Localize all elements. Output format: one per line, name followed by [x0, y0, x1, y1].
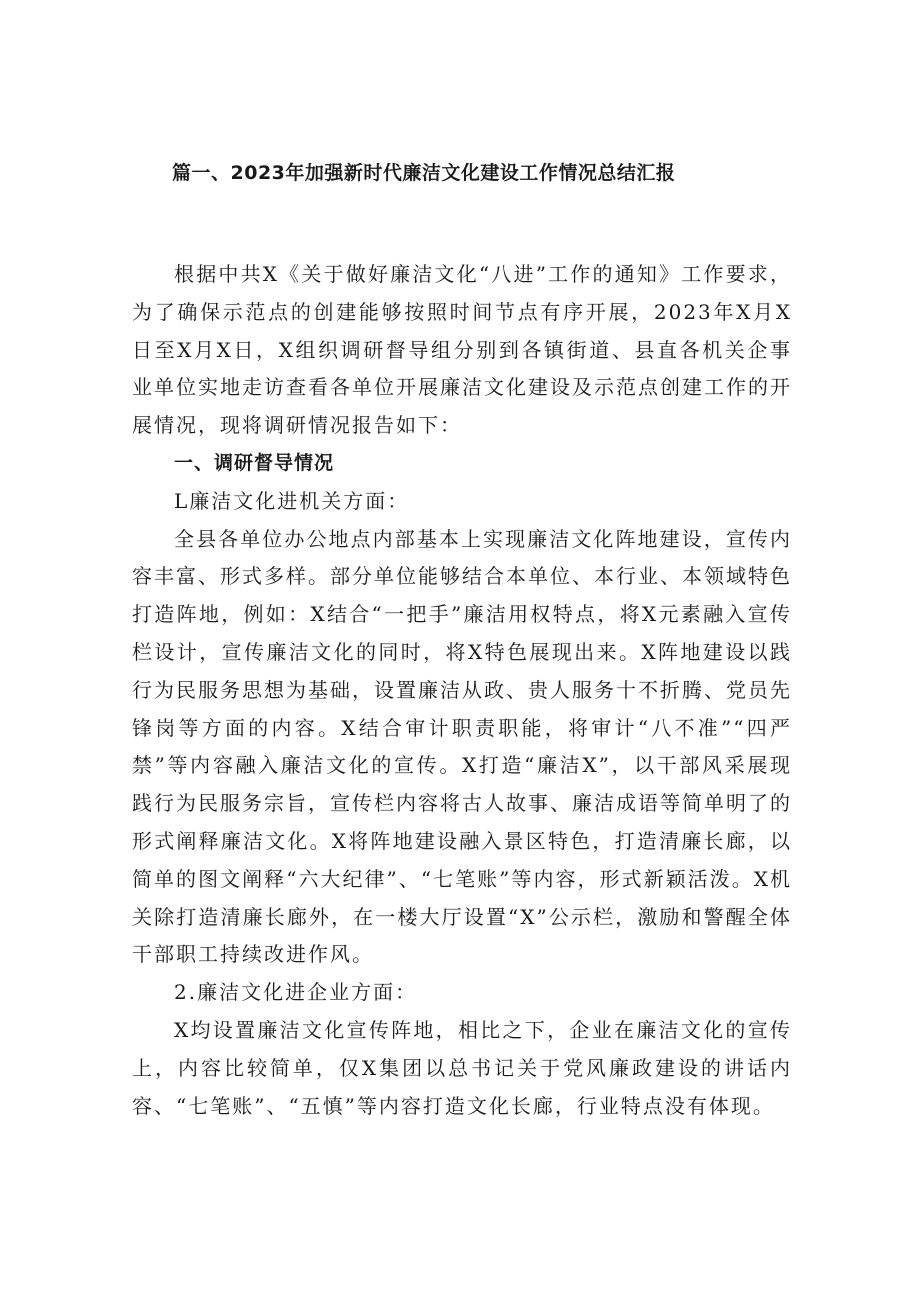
subsection-heading-agencies: L廉洁文化进机关方面： — [174, 488, 410, 513]
intro-paragraph: 根据中共X《关于做好廉洁文化“八进”工作的通知》工作要求，为了确保示范点的创建能够按照时间节点有序开展，2023年X月X日至X月X日，X组织调研督导组分别到各镇街道、县直各机关企事业单位实地走访查看各单位开展廉洁文化建设及示范点创建工作的开展情况，现将调研情况报告如下： — [132, 262, 792, 438]
document-title: 篇一、2023年加强新时代廉洁文化建设工作情况总结汇报 — [172, 162, 676, 184]
enterprises-paragraph: X均设置廉洁文化宣传阵地，相比之下，企业在廉洁文化的宣传上，内容比较简单，仅X集团以总书记关于党风廉政建设的讲话内容、“七笔账”、“五慎”等内容打造文化长廊，行业特点没有体现。 — [132, 1017, 792, 1118]
document-body — [132, 256, 792, 1125]
subsection-heading-enterprises: 2.廉洁文化进企业方面： — [174, 980, 418, 1005]
agencies-paragraph: 全县各单位办公地点内部基本上实现廉洁文化阵地建设，宣传内容丰富、形式多样。部分单位能够结合本单位、本行业、本领域特色打造阵地，例如：X结合“一把手”廉洁用权特点，将X元素融入宣传栏设计，宣传廉洁文化的同时，将X特色展现出来。X阵地建设以践行为民服务思想为基础，设置廉洁从政、贵人服务十不折腾、党员先锋岗等方面的内容。X结合审计职责职能，将审计“八不准”“四严禁”等内容融入廉洁文化的宣传。X打造“廉洁X”，以干部风采展现践行为民服务宗旨，宣传栏内容将古人故事、廉洁成语等简单明了的形式阐释廉洁文化。X将阵地建设融入景区特色，打造清廉长廊，以简单的图文阐释“六大纪律”、“七笔账”等内容，形式新颖活泼。X机关除打造清廉长廊外，在一楼大厅设置“X”公示栏，激励和警醒全体干部职工持续改进作风。 — [132, 526, 792, 967]
section-heading-research: 一、调研督导情况 — [174, 451, 335, 474]
